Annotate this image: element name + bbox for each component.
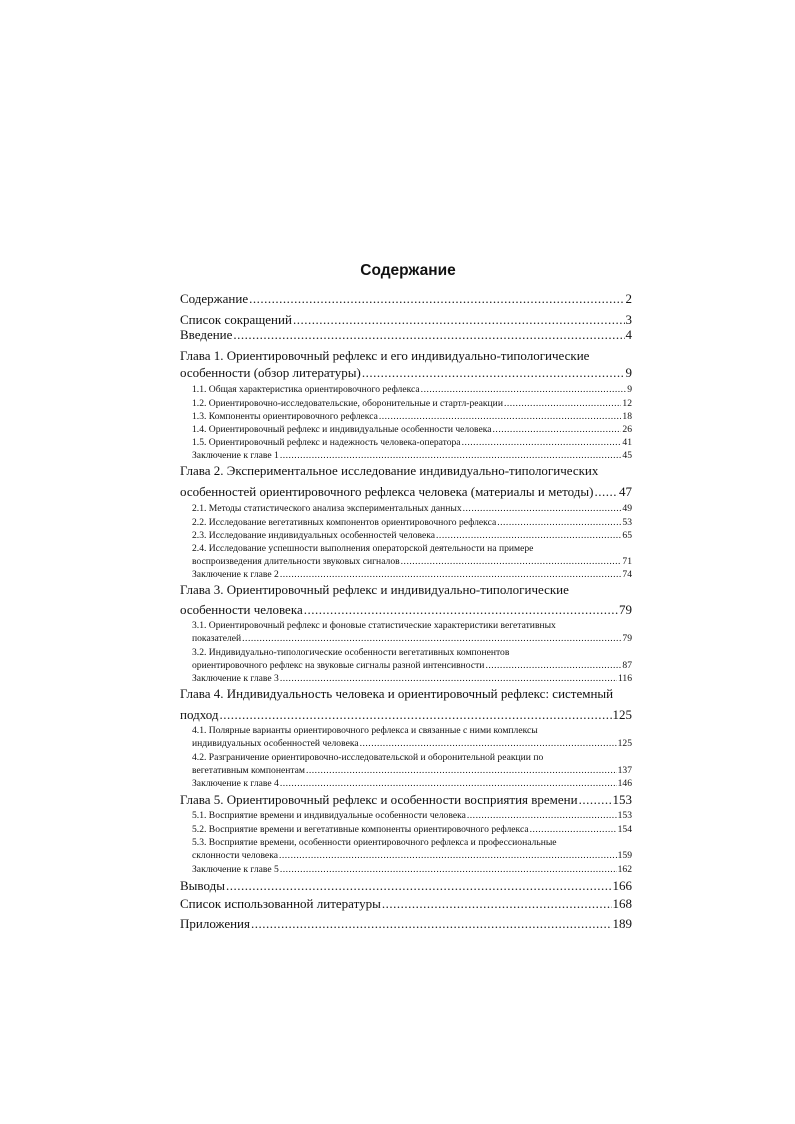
toc-page-number: 159 <box>617 850 632 861</box>
toc-section-3-1[interactable] <box>192 633 632 644</box>
toc-conclusion-5[interactable] <box>192 864 632 875</box>
toc-section-1-5[interactable] <box>192 437 632 448</box>
toc-label: подход <box>180 707 219 722</box>
toc-page-number: 154 <box>617 824 632 835</box>
toc-page-number: 125 <box>617 738 632 749</box>
toc-page-number: 12 <box>622 398 632 409</box>
toc-section-4-1-line-1[interactable]: 4.1. Полярные варианты ориентировочного рефлекса и связанные с ними комплексы <box>192 725 538 736</box>
toc-label: индивидуальных особенностей человека <box>192 738 359 749</box>
toc-label: 2.1. Методы статистического анализа экспериментальных данных <box>192 503 462 514</box>
toc-section-5-2[interactable] <box>192 824 632 835</box>
leader-dots <box>485 660 621 671</box>
leader-dots <box>594 484 618 500</box>
toc-entry-vvedenie[interactable] <box>180 327 632 343</box>
leader-dots <box>306 765 617 776</box>
leader-dots <box>280 569 622 580</box>
toc-label: склонности человека <box>192 850 278 861</box>
toc-label: Выводы <box>180 878 225 893</box>
leader-dots <box>226 878 612 894</box>
leader-dots <box>280 864 617 875</box>
toc-section-5-1[interactable] <box>192 810 632 821</box>
toc-page-number: 65 <box>622 530 632 541</box>
toc-section-1-1[interactable] <box>192 384 632 395</box>
leader-dots <box>493 424 622 435</box>
toc-conclusion-3[interactable] <box>192 673 632 684</box>
leader-dots <box>504 398 621 409</box>
leader-dots <box>293 312 625 328</box>
toc-section-5-3[interactable] <box>192 850 632 861</box>
toc-label: Содержание <box>180 291 249 306</box>
toc-page-number: 3 <box>625 312 632 327</box>
toc-page-number: 18 <box>622 411 632 422</box>
toc-chapter-5[interactable] <box>180 792 632 808</box>
toc-section-4-1[interactable] <box>192 738 632 749</box>
toc-chapter-1[interactable] <box>180 365 632 381</box>
toc-page-number: 45 <box>622 450 632 461</box>
toc-section-2-2[interactable] <box>192 517 632 528</box>
toc-page-number: 49 <box>622 503 632 514</box>
toc-label: особенности человека <box>180 602 303 617</box>
toc-label: 2.3. Исследование индивидуальных особенностей человека <box>192 530 436 541</box>
leader-dots <box>497 517 621 528</box>
toc-label: Заключение к главе 2 <box>192 569 279 580</box>
toc-page-number: 189 <box>612 916 632 931</box>
toc-page-number: 153 <box>617 810 632 821</box>
leader-dots <box>280 673 617 684</box>
toc-label: вегетативным компонентам <box>192 765 305 776</box>
toc-page-number: 26 <box>622 424 632 435</box>
toc-page-number: 9 <box>627 384 632 395</box>
leader-dots <box>579 792 612 808</box>
toc-chapter-2-line-1[interactable]: Глава 2. Экспериментальное исследование индивидуально-типологических <box>180 463 599 478</box>
toc-page-number: 79 <box>619 602 632 617</box>
toc-label: Глава 5. Ориентировочный рефлекс и особенности восприятия времени <box>180 792 578 807</box>
leader-dots <box>279 850 617 861</box>
toc-page-number: 53 <box>622 517 632 528</box>
toc-label: воспроизведения длительности звуковых сигналов <box>192 556 400 567</box>
toc-page-number: 9 <box>625 365 632 380</box>
leader-dots <box>436 530 621 541</box>
toc-label: ориентировочного рефлекс на звуковые сигналы разной интенсивности <box>192 660 485 671</box>
toc-section-4-2[interactable] <box>192 765 632 776</box>
toc-conclusion-1[interactable] <box>192 450 632 461</box>
toc-label: Заключение к главе 5 <box>192 864 279 875</box>
toc-entry-prilozheniya[interactable] <box>180 916 632 932</box>
toc-page-number: 166 <box>612 878 632 893</box>
leader-dots <box>304 602 618 618</box>
toc-chapter-3[interactable] <box>180 602 632 618</box>
toc-page-number: 4 <box>625 327 632 342</box>
toc-label: особенностей ориентировочного рефлекса человека (материалы и методы) <box>180 484 594 499</box>
toc-chapter-1-line-1[interactable]: Глава 1. Ориентировочный рефлекс и его индивидуально-типологические <box>180 348 590 363</box>
toc-label: Заключение к главе 3 <box>192 673 279 684</box>
toc-page-number: 2 <box>625 291 632 306</box>
leader-dots <box>242 633 621 644</box>
toc-page-number: 74 <box>622 569 632 580</box>
toc-page-number: 87 <box>622 660 632 671</box>
leader-dots <box>362 365 625 381</box>
toc-label: Заключение к главе 4 <box>192 778 279 789</box>
toc-entry-vyvody[interactable] <box>180 878 632 894</box>
toc-label: Список использованной литературы <box>180 896 381 911</box>
toc-entry-literatura[interactable] <box>180 896 632 912</box>
leader-dots <box>360 738 617 749</box>
toc-label: 5.2. Восприятие времени и вегетативные компоненты ориентировочного рефлекса <box>192 824 529 835</box>
toc-section-2-3[interactable] <box>192 530 632 541</box>
toc-page-number: 47 <box>619 484 632 499</box>
leader-dots <box>280 778 617 789</box>
toc-page-number: 153 <box>612 792 632 807</box>
toc-page-number: 41 <box>622 437 632 448</box>
toc-conclusion-2[interactable] <box>192 569 632 580</box>
toc-chapter-4[interactable] <box>180 707 632 723</box>
leader-dots <box>530 824 617 835</box>
toc-page-number: 71 <box>622 556 632 567</box>
toc-page-number: 146 <box>617 778 632 789</box>
leader-dots <box>233 327 624 343</box>
toc-label: 1.5. Ориентировочный рефлекс и надежность человека-оператора <box>192 437 461 448</box>
toc-label: Приложения <box>180 916 250 931</box>
toc-section-1-4[interactable] <box>192 424 632 435</box>
leader-dots <box>249 291 624 307</box>
toc-page-number: 162 <box>617 864 632 875</box>
toc-entry-sokrashcheniya[interactable] <box>180 312 632 328</box>
toc-section-3-1-line-1[interactable]: 3.1. Ориентировочный рефлекс и фоновые статистические характеристики вегетативных <box>192 620 556 631</box>
toc-page-number: 79 <box>622 633 632 644</box>
leader-dots <box>251 916 612 932</box>
leader-dots <box>401 556 622 567</box>
toc-label: Заключение к главе 1 <box>192 450 279 461</box>
leader-dots <box>462 437 622 448</box>
toc-label: 5.1. Восприятие времени и индивидуальные особенности человека <box>192 810 466 821</box>
toc-conclusion-4[interactable] <box>192 778 632 789</box>
toc-label: особенности (обзор литературы) <box>180 365 361 380</box>
leader-dots <box>463 503 622 514</box>
toc-section-2-1[interactable] <box>192 503 632 514</box>
toc-chapter-4-line-1[interactable]: Глава 4. Индивидуальность человека и ориентировочный рефлекс: системный <box>180 686 614 701</box>
toc-section-3-2[interactable] <box>192 660 632 671</box>
toc-label: 1.3. Компоненты ориентировочного рефлекса <box>192 411 378 422</box>
toc-section-2-4-line-1[interactable]: 2.4. Исследование успешности выполнения операторской деятельности на примере <box>192 543 534 554</box>
toc-page-number: 137 <box>617 765 632 776</box>
toc-page-number: 125 <box>612 707 632 722</box>
toc-section-2-4[interactable] <box>192 556 632 567</box>
toc-label: Введение <box>180 327 233 342</box>
page-title: Содержание <box>360 262 456 279</box>
toc-entry-soderzhanie[interactable] <box>180 291 632 307</box>
toc-section-1-2[interactable] <box>192 398 632 409</box>
leader-dots <box>467 810 617 821</box>
toc-label: показателей <box>192 633 242 644</box>
toc-page-number: 168 <box>612 896 632 911</box>
toc-chapter-2[interactable] <box>180 484 632 500</box>
toc-chapter-3-line-1[interactable]: Глава 3. Ориентировочный рефлекс и индивидуально-типологические <box>180 582 569 597</box>
toc-label: 2.2. Исследование вегетативных компонентов ориентировочного рефлекса <box>192 517 497 528</box>
leader-dots <box>280 450 622 461</box>
leader-dots <box>382 896 612 912</box>
toc-page-number: 116 <box>617 673 632 684</box>
toc-label: Список сокращений <box>180 312 292 327</box>
leader-dots <box>219 707 611 723</box>
toc-label: 1.1. Общая характеристика ориентировочного рефлекса <box>192 384 420 395</box>
toc-section-1-3[interactable] <box>192 411 632 422</box>
toc-section-4-2-line-1[interactable]: 4.2. Разграничение ориентировочно-исследовательской и оборонительной реакции по <box>192 752 544 763</box>
toc-section-3-2-line-1[interactable]: 3.2. Индивидуально-типологические особенности вегетативных компонентов <box>192 647 510 658</box>
toc-label: 1.2. Ориентировочно-исследовательские, оборонительные и стартл-реакции <box>192 398 503 409</box>
leader-dots <box>379 411 622 422</box>
leader-dots <box>421 384 627 395</box>
toc-label: 1.4. Ориентировочный рефлекс и индивидуальные особенности человека <box>192 424 492 435</box>
toc-section-5-3-line-1[interactable]: 5.3. Восприятие времени, особенности ориентировочного рефлекса и профессиональные <box>192 837 557 848</box>
